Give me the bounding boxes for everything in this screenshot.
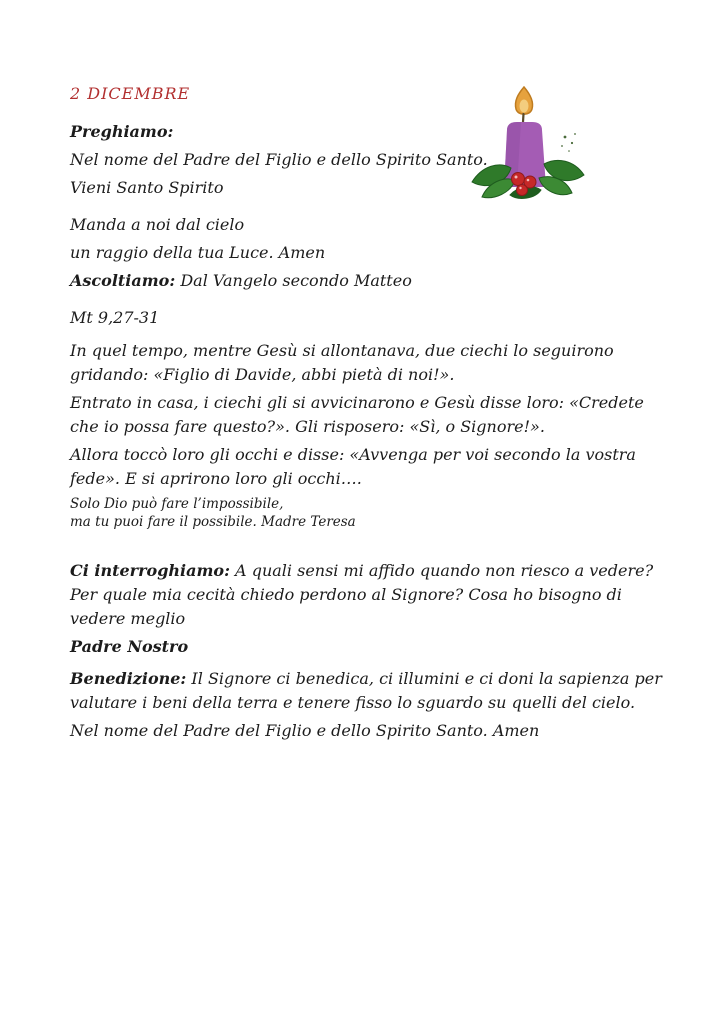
benedizione-paragraph xyxy=(70,667,667,715)
preghiamo-label: Preghiamo: xyxy=(70,122,174,141)
invocation-line-2: Vieni Santo Spirito xyxy=(70,178,224,197)
quote-line-2: ma tu puoi fare il possibile. Madre Teresa xyxy=(70,514,356,530)
paint-speckles xyxy=(561,133,576,152)
gospel-paragraph-3: Allora toccò loro gli occhi e disse: «Avvenga per voi secondo la vostra fede». E si aprirono loro gli occhi…. xyxy=(70,445,636,488)
advent-candle-image xyxy=(466,83,590,209)
candle-wick xyxy=(523,114,524,122)
ci-interroghiamo-label: Ci interroghiamo: xyxy=(70,561,230,580)
ci-interroghiamo-paragraph xyxy=(70,559,667,631)
ascoltiamo-line xyxy=(70,269,667,293)
gospel-paragraph-2: Entrato in casa, i ciechi gli si avvicinarono e Gesù disse loro: «Credete che io possa fare questo?». Gli risposero: «Sì, o Signore!». xyxy=(70,393,644,436)
benedizione-label: Benedizione: xyxy=(70,669,187,688)
advent-candle-svg xyxy=(466,83,590,209)
ascoltiamo-text: Dal Vangelo secondo Matteo xyxy=(175,271,412,290)
date-heading: 2 DICEMBRE xyxy=(70,84,191,103)
invocation-line-4: un raggio della tua Luce. Amen xyxy=(70,243,326,262)
ci-interroghiamo-text: A quali sensi mi affido quando non riesco a vedere? Per quale mia cecità chiedo perdono al Signore? Cosa ho bisogno di vedere meglio xyxy=(70,561,654,628)
invocation-line-3: Manda a noi dal cielo xyxy=(70,215,245,234)
mother-teresa-quote xyxy=(70,495,667,531)
padre-nostro-heading: Padre Nostro xyxy=(70,637,189,656)
benedizione-text: Il Signore ci benedica, ci illumini e ci doni la sapienza per valutare i beni della terra e tenere fisso lo sguardo su quelli del cielo. xyxy=(70,669,662,712)
gospel-reference: Mt 9,27-31 xyxy=(70,308,160,327)
quote-line-1: Solo Dio può fare l’impossibile, xyxy=(70,496,284,512)
ascoltiamo-label: Ascoltiamo: xyxy=(70,271,176,290)
gospel-paragraph-1: In quel tempo, mentre Gesù si allontanava, due ciechi lo seguirono gridando: «Figlio di Davide, abbi pietà di noi!». xyxy=(70,341,614,384)
candle-flame-core xyxy=(520,100,529,113)
closing-line: Nel nome del Padre del Figlio e dello Spirito Santo. Amen xyxy=(70,721,540,740)
invocation-line-1: Nel nome del Padre del Figlio e dello Spirito Santo. xyxy=(70,150,488,169)
